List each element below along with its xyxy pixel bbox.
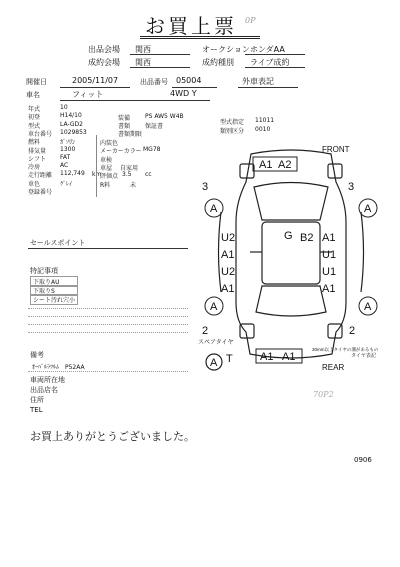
thanks-message: お買上ありがとうございました。 [30,430,195,443]
mark-spare-a: A [210,357,218,369]
body-value: 自家用 [120,165,139,172]
rear-label: REAR [322,363,345,372]
maker-value: MG78 [143,146,161,153]
mark-right-row2: U1 [322,249,337,261]
handwritten-code: 70P2 [313,390,334,399]
equip-value: PS AW5 W4B [145,113,184,120]
equip-label: 装備 [118,115,131,122]
mark-front-left-tire: A [210,203,218,215]
vehicle-damage-diagram [196,142,386,374]
notes-label: 特記事項 [30,267,58,275]
mark-front-left-num: 3 [202,181,209,193]
remarks-label: 備考 [30,351,44,359]
spec-label: 燃料 [28,139,41,146]
spec-label: 車色 [28,181,41,188]
mark-rear-bumper-1: A1 [260,351,274,363]
spec-value: 112,749 [60,170,85,177]
interior-label: 内装色 [100,140,119,147]
spec-value: LA-GD2 [60,121,83,128]
venue-value: 関西 [135,45,151,54]
rear-window [256,286,326,316]
auction-value: ホンダAA [250,45,285,54]
spec-value: H14/10 [60,112,82,119]
spec-value: 10 [60,104,68,111]
page-code: 0906 [354,456,372,464]
spec-value: FAT [60,154,71,161]
mark-rear-t: T [226,353,233,365]
class-value: 0010 [255,126,271,133]
mark-front-bumper-1: A1 [259,159,273,171]
mark-right-row1: B2 [300,232,314,244]
title-note: 0P [245,16,256,25]
note-item: 下取りS [30,285,78,296]
docs-label: 書類期限 [118,131,143,138]
exhibitor-label: 出品店名 [30,386,58,394]
spec-label: 登録番号 [28,189,53,196]
exterior-label: 外車表記 [242,77,274,86]
spec-label: シフト [28,156,47,163]
r-value: 未 [130,182,137,189]
mark-rear-left-tire: A [210,301,218,313]
remarks-value: ｵｰﾊﾞﾙﾗﾂﾙﾑ P52AA [32,364,85,371]
windshield [254,183,328,221]
spec-label: 排気量 [28,148,47,155]
tire-label: タイヤ表記 [351,353,376,359]
date-value: 2005/11/07 [72,76,119,85]
class-label: 類別区分 [220,128,245,135]
km-label: km [92,171,102,178]
spec-value: AC [60,162,69,169]
auction-label: オークション [202,45,250,54]
spec-value: ｶﾞｿﾘﾝ [60,139,76,146]
lot-label: 出品番号 [140,78,168,86]
score-label: 評価点 [100,173,119,180]
spec-label: 車台番号 [28,131,53,138]
tel-label: TEL [30,406,43,414]
tire-note: 30mm以上タイヤの溝があるもの [312,347,379,352]
mark-left-row1: U2 [221,232,236,244]
spec-label: 走行距離 [28,172,53,179]
sold-venue-label: 成約会場 [88,58,120,67]
front-label: FRONT [322,145,350,154]
r-label: R料 [100,182,111,189]
score-value: 3.5 [122,171,132,178]
car-label: 車名 [26,91,40,99]
mark-right-row4: A1 [322,283,336,295]
mark-rear-bumper-2: A1 [282,351,296,363]
type-label: 型式指定 [220,119,245,126]
date-label: 開催日 [26,78,47,86]
cc-label: cc [145,171,152,178]
mark-right-top-a: A1 [322,232,336,244]
lot-value: 05004 [176,76,202,85]
sale-type-value: ライブ成約 [250,58,290,67]
mark-left-row4: A1 [221,283,235,295]
page-title: お買上票 [145,14,237,38]
pro-label: 書類 [118,123,131,130]
body-label: 車屋 [100,165,113,172]
note-item: シート汚れ穴小 [30,294,78,305]
drive-value: 4WD Y [170,89,197,98]
mark-roof: G [284,230,293,242]
spec-label: 初登 [28,114,41,121]
mark-left-row3: U2 [221,266,236,278]
spec-label: 年式 [28,106,41,113]
note-item: 下取りAU [30,276,78,287]
spec-value: 1029853 [60,129,87,136]
owner-label: 車両所在地 [30,376,65,384]
mark-front-right-num: 3 [348,181,355,193]
mark-rear-right-num: 2 [349,325,356,337]
inspection-label: 車検 [100,157,113,164]
mark-front-right-tire: A [364,203,372,215]
sold-venue-value: 関西 [135,58,151,67]
sales-point-label: セールスポイント [30,239,86,247]
spec-label: 冷房 [28,164,41,171]
mark-front-bumper-2: A2 [278,159,292,171]
venue-label: 出品会場 [88,45,120,54]
car-value: フィット [72,90,104,99]
pro-value: 保証書 [145,123,164,130]
address-label: 住所 [30,396,44,404]
sale-type-label: 成約種別 [202,58,234,67]
maker-label: メーカーカラー [100,148,142,155]
spec-label: 型式 [28,123,41,130]
spec-value: ｸﾞﾚｲ [60,181,73,188]
mark-rear-right-tire: A [364,301,372,313]
spec-value: 1300 [60,146,76,153]
mark-right-row3: U1 [322,266,337,278]
spare-tire-label: スペアタイヤ [198,340,234,346]
mark-left-row2: A1 [221,249,235,261]
type-value: 11011 [255,117,275,124]
mark-rear-left-num: 2 [202,325,209,337]
